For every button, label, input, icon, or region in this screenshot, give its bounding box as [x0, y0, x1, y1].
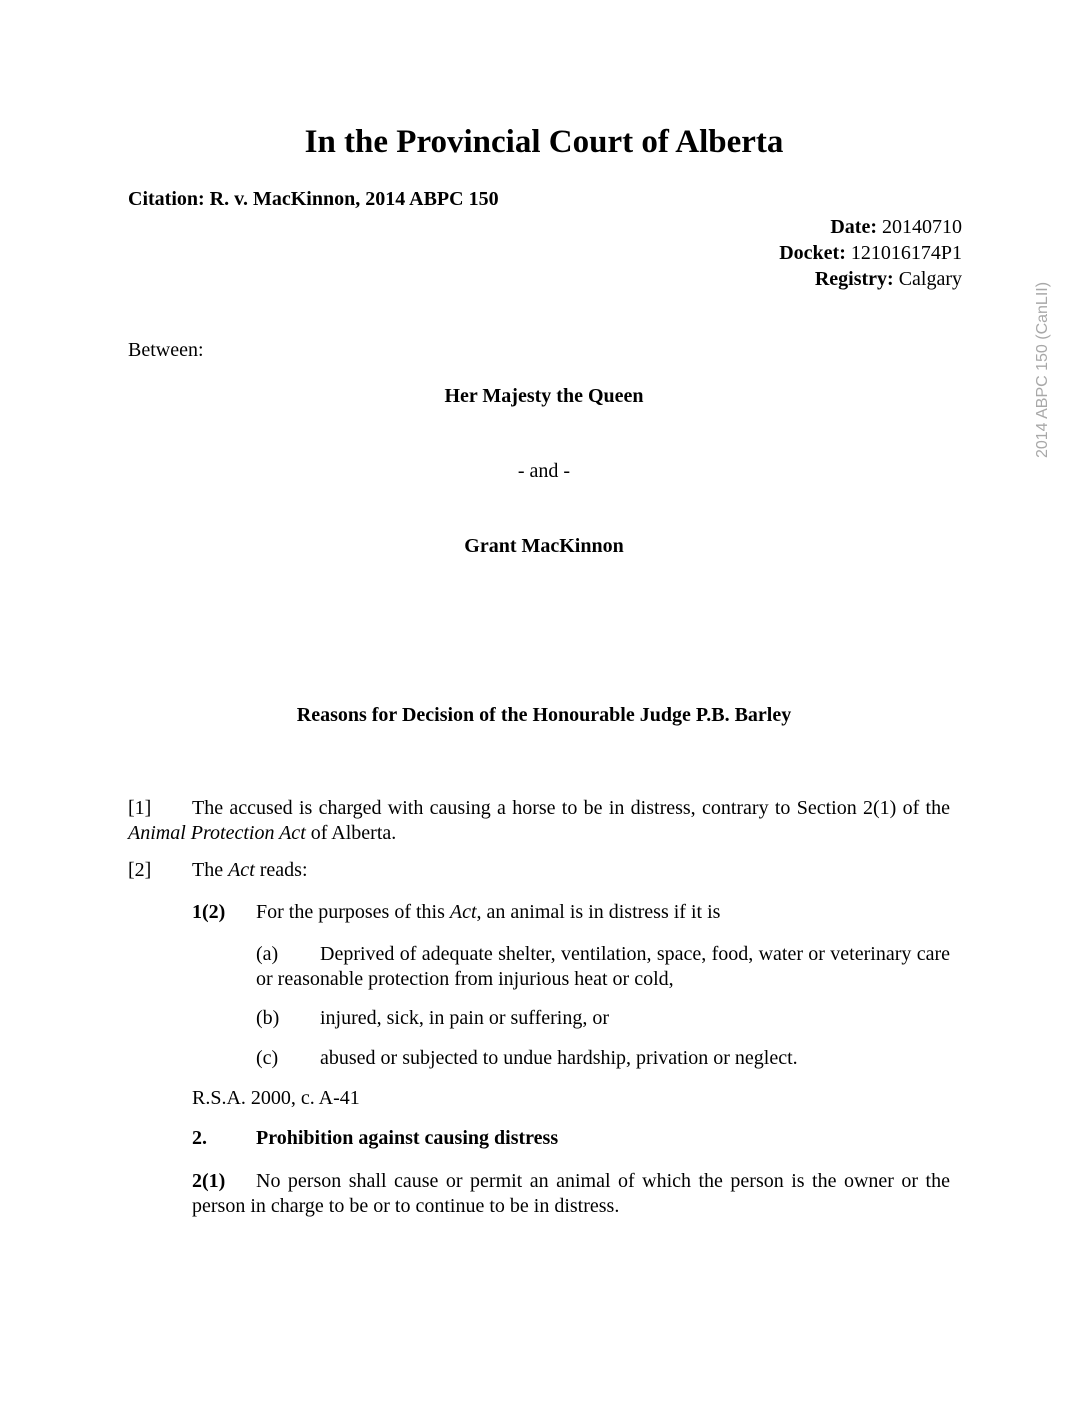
section-number: 2(1): [192, 1170, 226, 1192]
and-separator: - and -: [517, 460, 571, 482]
paragraph-2: [192, 859, 308, 882]
section-number: 1(2): [192, 901, 226, 923]
section-2-1: [192, 1169, 950, 1219]
party-two: Grant MacKinnon: [464, 535, 624, 557]
subsection-label: (b): [256, 1007, 280, 1029]
statute-reference: R.S.A. 2000, c. A-41: [192, 1087, 360, 1109]
paragraph-text: The accused is charged with causing a horse to be in distress, contrary to Section 2(1) of the: [192, 797, 950, 819]
between-label: Between:: [128, 339, 204, 361]
date-row: [779, 214, 962, 240]
subsection-text: injured, sick, in pain or suffering, or: [320, 1007, 610, 1029]
party-one: Her Majesty the Queen: [444, 385, 644, 407]
subsection-a: [256, 942, 950, 992]
paragraph-number: [2]: [128, 859, 152, 881]
subsection-text: abused or subjected to undue hardship, privation or neglect.: [320, 1047, 798, 1069]
section-text: No person shall cause or permit an animal of which the person is the owner or the person in charge to be or to continue to be in distress.: [192, 1170, 950, 1217]
docket-label: Docket:: [779, 242, 846, 264]
paragraph-text: The: [192, 859, 229, 881]
section-number: 2.: [192, 1127, 207, 1149]
paragraph-text: reads:: [254, 859, 308, 881]
registry-row: [779, 266, 962, 292]
citation: Citation: R. v. MacKinnon, 2014 ABPC 150: [128, 188, 499, 210]
section-heading: Prohibition against causing distress: [256, 1127, 559, 1149]
canlii-side-stamp: 2014 ABPC 150 (CanLII): [1034, 281, 1051, 459]
section-text-part: For the purposes of this: [256, 901, 450, 923]
subsection-label: (a): [256, 943, 279, 965]
document-title: In the Provincial Court of Alberta: [304, 124, 784, 160]
subsection-label: (c): [256, 1047, 279, 1069]
registry-value: Calgary: [898, 268, 962, 290]
section-text-part: , an animal is in distress if it is: [476, 901, 721, 923]
docket-row: [779, 240, 962, 266]
docket-value: 121016174P1: [850, 242, 962, 264]
date-value: 20140710: [882, 216, 962, 238]
reasons-heading: Reasons for Decision of the Honourable Judge P.B. Barley: [296, 704, 792, 726]
paragraph-text: of Alberta.: [305, 822, 397, 844]
registry-label: Registry:: [814, 268, 894, 290]
section-text: [256, 901, 720, 924]
act-name: Act: [449, 901, 477, 923]
date-label: Date:: [830, 216, 877, 238]
paragraph-1: [128, 796, 950, 846]
case-metadata: [779, 214, 962, 292]
subsection-text: Deprived of adequate shelter, ventilation, space, food, water or veterinary care or reasonable protection from injurious heat or cold,: [256, 943, 950, 990]
paragraph-number: [1]: [128, 797, 152, 819]
act-name: Animal Protection Act: [128, 822, 306, 844]
act-name: Act: [228, 859, 255, 881]
